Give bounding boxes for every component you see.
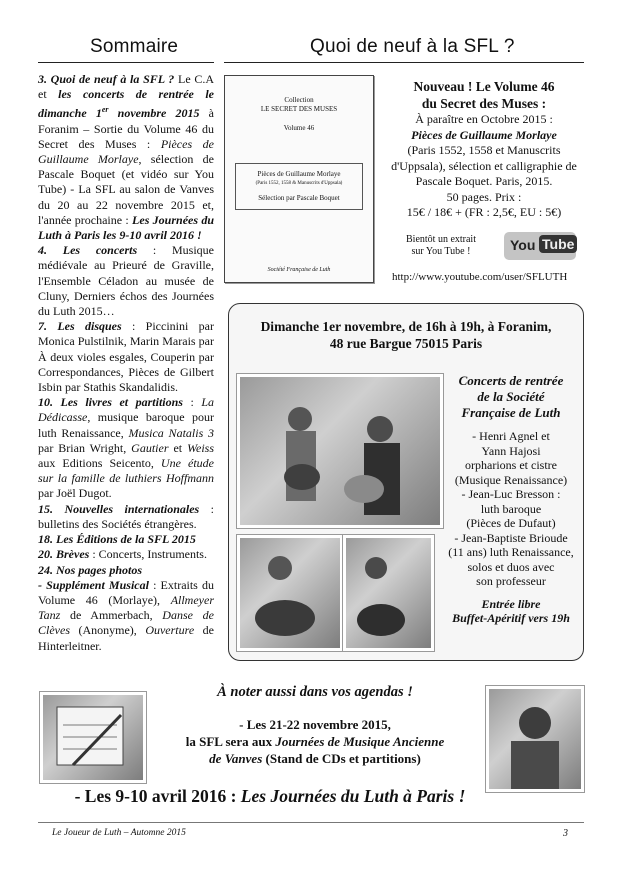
new-volume-announcement xyxy=(384,78,584,221)
new-volume-details: (Paris 1552, 1558 et Manuscrits d'Uppsala), sélection et calligraphie de Pascale Boquet. Paris, 2015. xyxy=(391,143,577,188)
sommaire-item-10: 10. Les livres et partitions : La Dédicasse, musique baroque pour luth Renaissance, Musica Natalis 3 par Brian Wright, Gautier et Weiss aux Editions Seicento, Une étude sur la famille de luthiers Hoffmann par Joël Dugot. xyxy=(38,395,214,501)
new-volume-date: À paraître en Octobre 2015 : xyxy=(415,112,553,126)
calendar-clipart-image xyxy=(40,692,146,783)
page-number: 3 xyxy=(563,828,568,839)
sommaire-item-4: 4. Les concerts : Musique médiévale au Prieuré de Graville, l'Ensemble Céladon au musée de Cluny, Derniers échos des Journées du Luth 2015… xyxy=(38,243,214,319)
book-publisher: Société Française de Luth xyxy=(267,267,331,273)
sommaire-heading: Sommaire xyxy=(90,36,179,57)
new-volume-line2: du Secret des Muses : xyxy=(421,96,547,111)
header-rule-left xyxy=(38,62,214,63)
youtube-logo-icon[interactable]: You Tube xyxy=(504,232,576,260)
sommaire-item-15: 15. Nouvelles internationales : bulletins des Sociétés étrangères. xyxy=(38,501,214,531)
event-program: Concerts de rentrée de la Société Française de Luth - Henri Agnel et Yann Hajosi orpharions et cistre (Musique Renaissance) - Jean-Luc Bresson : luth baroque (Pièces de Dufaut) - Jean-Baptiste Brioude (11 ans) luth Renaissance, solos et duos avec son professeur Entrée libre Buffet-Apéritif vers 19h xyxy=(448,373,574,625)
book-series: LE SECRET DES MUSES xyxy=(260,105,338,113)
journees-luth-announcement: - Les 9-10 avril 2016 : Les Journées du Luth à Paris ! xyxy=(74,786,466,806)
book-title: Pièces de Guillaume Morlaye xyxy=(257,170,341,178)
young-lutenist-photo xyxy=(237,535,343,651)
young-lutenist-illustration xyxy=(240,538,340,648)
event-datetime: Dimanche 1er novembre, de 16h à 19h, à Foranim, xyxy=(260,319,552,334)
new-volume-title: Pièces de Guillaume Morlaye xyxy=(411,127,557,142)
new-volume-pages: 50 pages. Prix : xyxy=(446,189,522,204)
sommaire-supplement: - Supplément Musical : Extraits du Volume 46 (Morlaye), Allmeyer Tanz de Ammerbach, Danse de Clèves (Anonyme), Ouverture de Hinterleitner. xyxy=(38,577,215,653)
sommaire-item-20: 20. Brèves : Concerts, Instruments. xyxy=(38,547,207,562)
sommaire-item-18: 18. Les Éditions de la SFL 2015 xyxy=(38,532,196,547)
sommaire-item-24: 24. Nos pages photos xyxy=(38,562,143,577)
new-volume-line1: Nouveau ! Le Volume 46 xyxy=(413,79,555,94)
book-cover-image xyxy=(224,75,374,283)
sommaire-column xyxy=(38,72,214,654)
book-title-frame xyxy=(235,163,363,210)
book-collection: Collection xyxy=(284,96,314,104)
youtube-note: Bientôt un extrait sur You Tube ! xyxy=(406,234,476,257)
festival-visitor-photo xyxy=(486,686,584,792)
lute-lesson-illustration xyxy=(346,538,431,648)
lute-lesson-photo xyxy=(343,535,434,651)
header-rule-right xyxy=(224,62,584,63)
sommaire-item-3: 3. Quoi de neuf à la SFL ? Le C.A et les concerts de rentrée le dimanche 1er novembre 2015 à Foranim – Sortie du Volume 46 du Secret des Muses : Pièces de Guillaume Morlaye, sélection de Pascale Boquet (et vidéo sur You Tube) - La SFL au salon de Vanves du 20 au 22 novembre 2015 et, l'année prochaine : Les Journées du Luth à Paris les 9-10 avril 2016 ! xyxy=(38,72,215,243)
lute-players-illustration xyxy=(240,377,440,525)
festival-visitor-illustration xyxy=(489,689,581,789)
book-selection: Sélection par Pascale Boquet xyxy=(258,194,340,202)
new-volume-price: 15€ / 18€ + (FR : 2,5€, EU : 5€) xyxy=(406,205,562,219)
sommaire-item-7: 7. Les disques : Piccinini par Monica Pulstilnik, Marin Marais par À deux violes esgales, Couperin par Correspondances, Pièces de Gilbert Isbin par Stathis Skandalidis. xyxy=(38,319,214,395)
youtube-link[interactable]: http://www.youtube.com/user/SFLUTH xyxy=(392,271,568,283)
agenda-vanves: - Les 21-22 novembre 2015, la SFL sera aux Journées de Musique Ancienne de Vanves (Stand de CDs et partitions) xyxy=(185,717,445,766)
item-title: 3. Quoi de neuf à la SFL ? xyxy=(38,72,175,86)
event-address: 48 rue Bargue 75015 Paris xyxy=(329,336,483,351)
book-volume: Volume 46 xyxy=(283,124,315,132)
footer-rule xyxy=(38,822,584,823)
agenda-title: À noter aussi dans vos agendas ! xyxy=(217,684,413,700)
footer-publication: Le Joueur de Luth – Automne 2015 xyxy=(52,828,186,838)
lute-players-photo xyxy=(237,374,443,528)
book-subtitle: (Paris 1552, 1558 & Manuscrits d'Uppsala) xyxy=(255,181,343,186)
news-heading: Quoi de neuf à la SFL ? xyxy=(310,36,515,57)
calendar-icon xyxy=(43,695,143,780)
event-header xyxy=(228,318,584,352)
